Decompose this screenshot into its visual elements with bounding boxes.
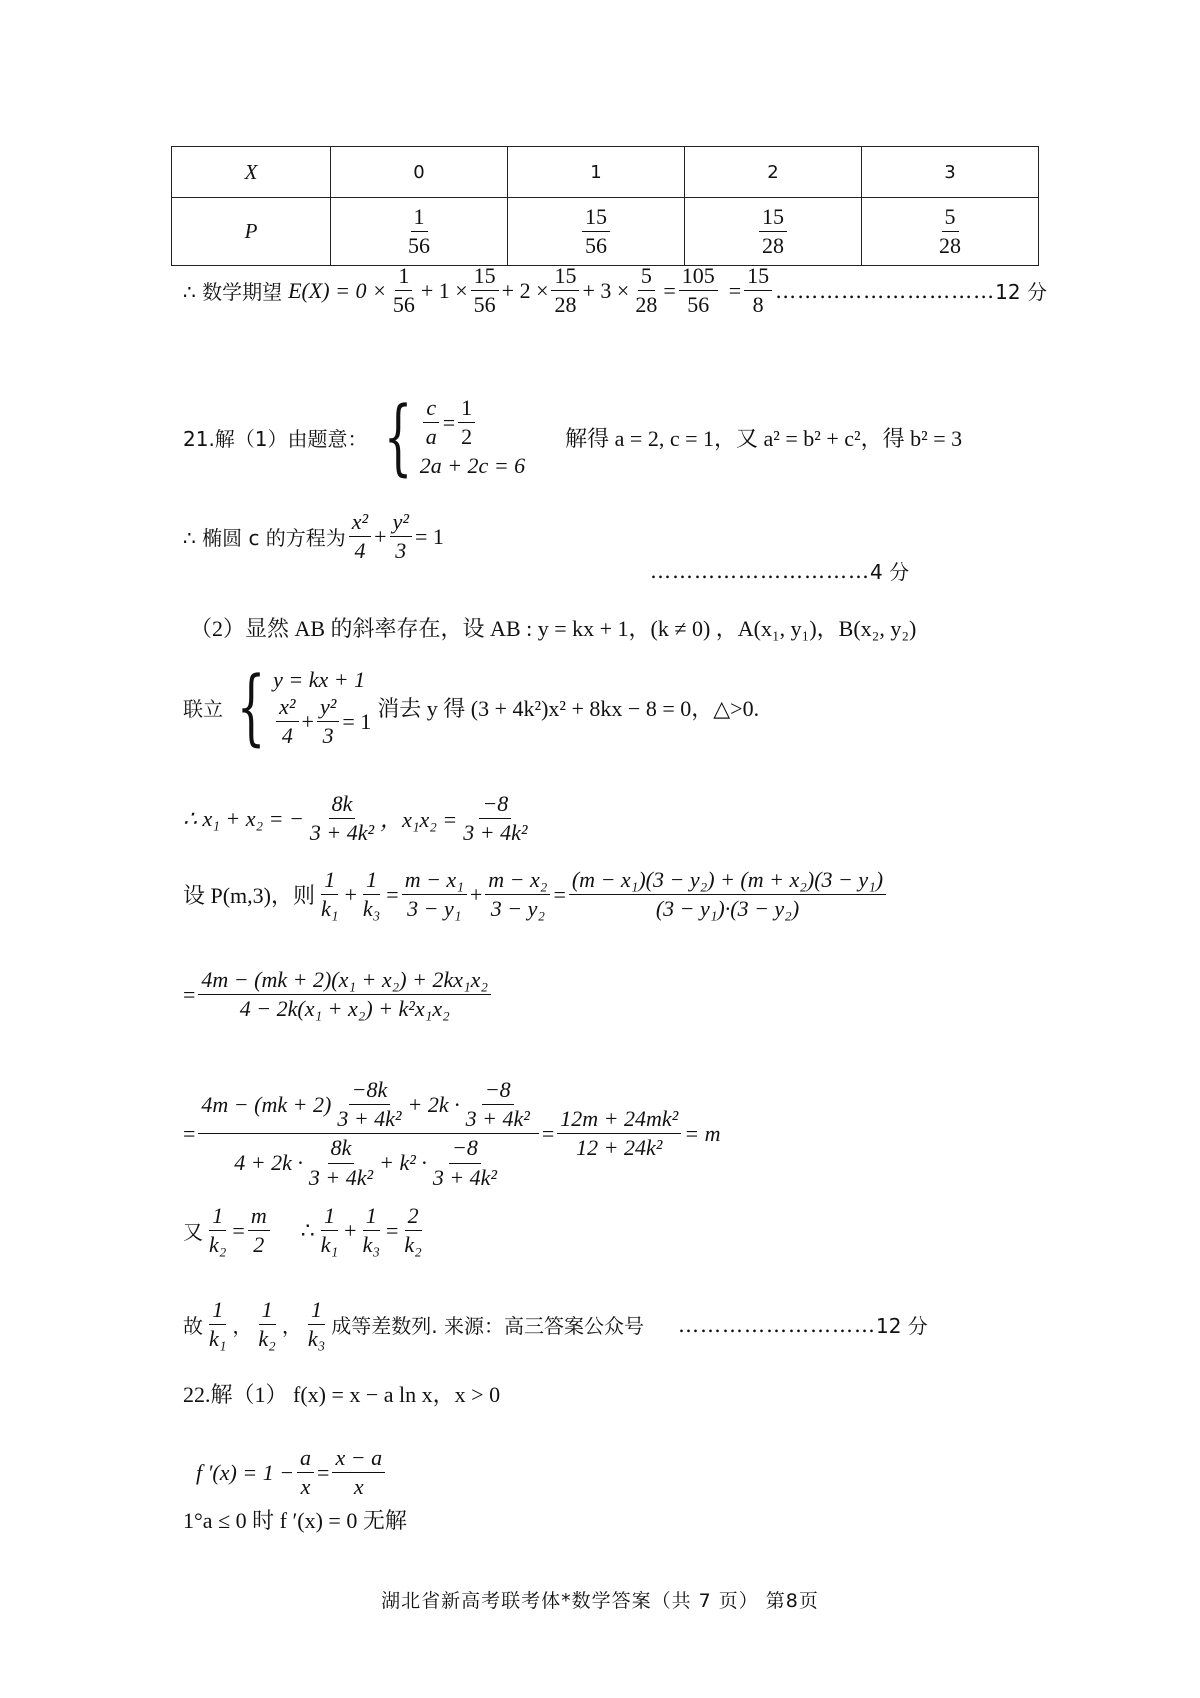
score-label: 4 分 [870,560,910,584]
score-label: 12 分 [875,1314,928,1339]
step3-line: = 4m − (mk + 2) $\frac{-8k}{\text{3 + 4k²}}$ + 2k · $\frac{-8}{\text{3 + 4k²}}$ 4 + 2k · $\frac{8k}{\text{3 + 4k²}}$ + k² · $\frac{-8}{\text{3 + 4k²}}$ = $\frac{\text{12m + 24mk²}}{\text{12 + 24k²}}$ = m [183,1077,721,1190]
case1-line: 1°a ≤ 0 时 f ′(x) = 0 无解 [183,1508,407,1533]
table-cell: $\frac{15}{28}$ [685,198,862,266]
table-header-x: X [172,147,331,198]
table-cell: 3 [862,147,1039,198]
conclusion-line: 故 $\frac{1}{\text{k₁}}$ ， $\frac{1}{\text{k₂}}$ ， $\frac{1}{\text{k₃}}$ 成等差数列. 来源：高三答案公众号 ……………………… 12 分 [183,1297,928,1352]
q21-part2: （2）显然 AB 的斜率存在，设 AB : y = kx + 1，(k ≠ 0) ，A(x₁, y₁)，B(x₂, y₂) [190,616,917,641]
solution-text: 解得 a = 2, c = 1，又 a² = b² + c²，得 b² = 3 [565,426,963,451]
table-cell: 1 [508,147,685,198]
you-line: 又 $\frac{1}{\text{k₂}}$ = $\frac{m}{2}$ ∴ $\frac{1}{\text{k₁}}$ + $\frac{1}{\text{k₃}}$ = $\frac{2}{\text{k₂}}$ [183,1203,422,1258]
table-cell: 2 [685,147,862,198]
score-label: 12 分 [995,280,1047,305]
score-line-4 [650,556,909,585]
q22-intro: 22.解（1） f(x) = x − a ln x，x > 0 [183,1382,501,1407]
table-row-x [172,147,1039,198]
leader-dots: ………………………… [650,558,870,583]
page-footer: 湖北省新高考联考体*数学答案（共 7 页） 第8页 [381,1590,819,1612]
distribution-table [171,146,1039,266]
leader-dots: ……………………… [677,1312,876,1337]
set-p-line: 设 P(m,3)，则 $\frac{1}{\text{k₁}}$ + $\frac{1}{\text{k₃}}$ = $\frac{\text{m − x₁}}{\text{3 − y₁}}$ + $\frac{\text{m − x₂}}{\text{3 − y₂}}$ = $\frac{\text{(m − x₁)(3 − y₂) + (m + x₂)(3 − y₁)}}{\text{(3 − y₁)·(3 − y₂)}}$ [183,868,889,921]
step2-line: = $\frac{\text{4m − (mk + 2)(x₁ + x₂) + 2kx₁x₂}}{\text{4 − 2k(x₁ + x₂) + k²x₁x₂}}$ [183,968,494,1021]
table-header-p: P [172,198,331,266]
table-row-p [172,198,1039,266]
leader-dots: ………………………… [775,278,996,303]
table-cell: $\frac{15}{56}$ [508,198,685,266]
table-cell: $\frac{1}{56}$ [331,198,508,266]
expectation-line: ∴ 数学期望 E(X) = 0 × $\frac{1}{56}$ + 1 × $\frac{15}{56}$ + 2 × $\frac{15}{28}$ + 3 × $\frac{5}{28}$ = $\frac{105}{56}$ = $\frac{15}{8}$ ………………………… 12 分 [183,263,1047,318]
ellipse-equation: ∴ 椭圆 c 的方程为 $\frac{\text{x²}}{4}$ + $\frac{\text{y²}}{3}$ = 1 [183,509,444,564]
equation-system: y = kx + 1 $\frac{\text{x²}}{4}$ + $\frac{\text{y²}}{3}$ = 1 [273,666,372,748]
table-cell: 0 [331,147,508,198]
derivative-line: f ′(x) = 1 − $\frac{a}{x}$ = $\frac{x - a}{x}$ [196,1446,388,1499]
q21-intro: 21.解（1）由题意： { $\frac{c}{a}$ = $\frac{1}{2}$ 2a + 2c = 6 解得 a = 2, c = 1，又 a² = b² + c²，得 b² = 3 [183,390,963,485]
lianli-system: 联立 { y = kx + 1 $\frac{\text{x²}}{4}$ + $\frac{\text{y²}}{3}$ = 1 消去 y 得 (3 + 4k²)x² + 8kx − 8 = 0，△>0. [183,660,760,755]
equation-system: $\frac{c}{a}$ = $\frac{1}{2}$ 2a + 2c = 6 [419,394,526,479]
vieta-line: ∴ x₁ + x₂ = − $\frac{8k}{\text{3 + 4k²}}$ ，x₁x₂ = $\frac{-8}{\text{3 + 4k²}}$ [183,791,528,846]
table-cell: $\frac{5}{28}$ [862,198,1039,266]
